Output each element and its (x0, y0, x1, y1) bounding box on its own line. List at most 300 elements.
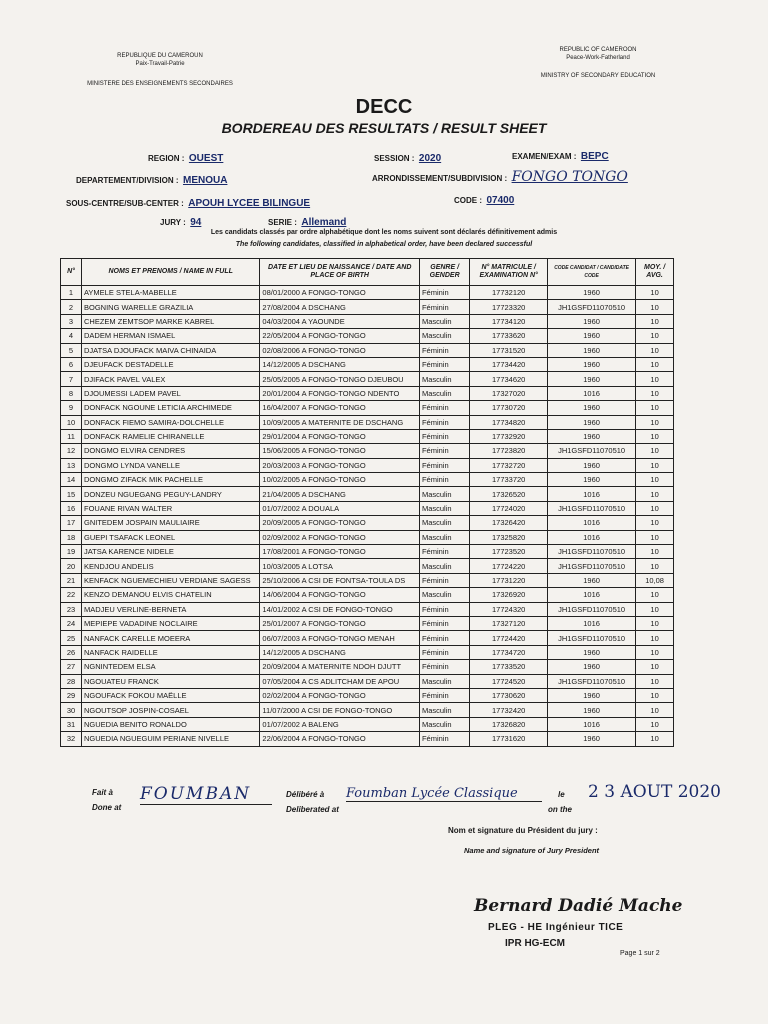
arr-value: FONGO TONGO (511, 169, 628, 185)
row-matricule: 17731620 (470, 732, 548, 746)
session-value: 2020 (418, 153, 442, 164)
jury-row (160, 212, 201, 230)
table-row (61, 645, 674, 659)
row-average: 10 (636, 372, 674, 386)
table-row (61, 286, 674, 300)
row-name: DADEM HERMAN ISMAEL (81, 329, 259, 343)
row-gender: Masculin (419, 372, 469, 386)
serie-row (268, 212, 346, 230)
center-row (66, 193, 310, 211)
row-name: DONGMO LYNDA VANELLE (81, 458, 259, 472)
row-name: NANFACK CARELLE MOEERA (81, 631, 259, 645)
row-gender: Masculin (419, 717, 469, 731)
row-matricule: 17734420 (470, 357, 548, 371)
row-birth: 14/12/2005 A DSCHANG (260, 357, 420, 371)
row-average: 10 (636, 588, 674, 602)
row-matricule: 17732420 (470, 703, 548, 717)
row-number: 8 (61, 386, 82, 400)
row-matricule: 17724320 (470, 602, 548, 616)
row-name: DJEUFACK DESTADELLE (81, 357, 259, 371)
row-number: 31 (61, 717, 82, 731)
row-matricule: 17724220 (470, 559, 548, 573)
row-number: 9 (61, 401, 82, 415)
table-row (61, 703, 674, 717)
row-birth: 25/10/2006 A CSI DE FONTSA-TOULA DS (260, 573, 420, 587)
row-matricule: 17734620 (470, 372, 548, 386)
row-candidate-code: JH1GSFD11070510 (548, 300, 636, 314)
row-matricule: 17724520 (470, 674, 548, 688)
row-gender: Féminin (419, 545, 469, 559)
row-candidate-code: 1016 (548, 588, 636, 602)
row-birth: 15/06/2005 A FONGO-TONGO (260, 444, 420, 458)
row-name: DONGMO ZIFACK MIK PACHELLE (81, 473, 259, 487)
fait-label-fr: Fait à (92, 788, 113, 797)
row-candidate-code: JH1GSFD11070510 (548, 674, 636, 688)
row-birth: 20/09/2005 A FONGO-TONGO (260, 516, 420, 530)
table-row (61, 415, 674, 429)
row-gender: Masculin (419, 501, 469, 515)
row-birth: 20/09/2004 A MATERNITE NDOH DJUTT (260, 660, 420, 674)
row-birth: 06/07/2003 A FONGO-TONGO MENAH (260, 631, 420, 645)
table-row (61, 717, 674, 731)
row-gender: Féminin (419, 660, 469, 674)
row-average: 10 (636, 300, 674, 314)
row-name: DONFACK NGOUNE LETICIA ARCHIMEDE (81, 401, 259, 415)
center-label: SOUS-CENTRE/SUB-CENTER : (66, 199, 184, 208)
row-name: DJATSA DJOUFACK MAIVA CHINAIDA (81, 343, 259, 357)
doc-subtitle: BORDEREAU DES RESULTATS / RESULT SHEET (221, 120, 547, 136)
row-name: DONZEU NGUEGANG PEGUY-LANDRY (81, 487, 259, 501)
row-matricule: 17723520 (470, 545, 548, 559)
row-average: 10 (636, 717, 674, 731)
row-birth: 02/08/2006 A FONGO-TONGO (260, 343, 420, 357)
row-gender: Féminin (419, 429, 469, 443)
row-matricule: 17733720 (470, 473, 548, 487)
row-number: 3 (61, 314, 82, 328)
table-row (61, 631, 674, 645)
row-matricule: 17734820 (470, 415, 548, 429)
row-average: 10 (636, 329, 674, 343)
row-number: 12 (61, 444, 82, 458)
row-gender: Féminin (419, 573, 469, 587)
row-average: 10 (636, 444, 674, 458)
date-label-en: on the (548, 805, 572, 814)
table-row (61, 372, 674, 386)
row-birth: 14/01/2002 A CSI DE FONGO-TONGO (260, 602, 420, 616)
table-row (61, 473, 674, 487)
row-candidate-code: 1960 (548, 372, 636, 386)
row-birth: 01/07/2002 A BALENG (260, 717, 420, 731)
row-matricule: 17733520 (470, 660, 548, 674)
president-signature: Bernard Dadié Mache (474, 896, 683, 916)
row-name: KENZO DEMANOU ELVIS CHATELIN (81, 588, 259, 602)
row-name: KENFACK NGUEMECHIEU VERDIANE SAGESS (81, 573, 259, 587)
table-body (61, 286, 674, 747)
row-gender: Féminin (419, 458, 469, 472)
row-number: 1 (61, 286, 82, 300)
row-birth: 22/05/2004 A FONGO-TONGO (260, 329, 420, 343)
table-row (61, 501, 674, 515)
doc-title: DECC (355, 96, 413, 118)
table-row (61, 573, 674, 587)
row-number: 11 (61, 429, 82, 443)
fait-value: FOUMBAN (140, 784, 272, 805)
table-row (61, 357, 674, 371)
fait-label-en: Done at (92, 803, 122, 812)
date-label (548, 790, 572, 814)
row-name: NGUEDIA BENITO RONALDO (81, 717, 259, 731)
row-gender: Féminin (419, 444, 469, 458)
table-row (61, 429, 674, 443)
row-number: 20 (61, 559, 82, 573)
row-name: GUEPI TSAFACK LEONEL (81, 530, 259, 544)
exam-value: BEPC (580, 151, 609, 162)
row-gender: Masculin (419, 329, 469, 343)
row-name: NGNINTEDEM ELSA (81, 660, 259, 674)
delib-label-fr: Délibéré à (286, 790, 325, 799)
table-row (61, 588, 674, 602)
row-name: GNITEDEM JOSPAIN MAULIAIRE (81, 516, 259, 530)
row-gender: Féminin (419, 343, 469, 357)
row-candidate-code: 1960 (548, 703, 636, 717)
table-row (61, 732, 674, 746)
row-candidate-code: 1016 (548, 616, 636, 630)
row-matricule: 17326520 (470, 487, 548, 501)
row-number: 23 (61, 602, 82, 616)
row-gender: Masculin (419, 530, 469, 544)
code-value: 07400 (486, 195, 515, 206)
row-matricule: 17730620 (470, 688, 548, 702)
jury-value: 94 (190, 217, 202, 228)
row-birth: 02/02/2004 A FONGO-TONGO (260, 688, 420, 702)
row-name: DJIFACK PAVEL VALEX (81, 372, 259, 386)
row-gender: Féminin (419, 645, 469, 659)
date-label-fr: le (558, 790, 565, 799)
row-number: 7 (61, 372, 82, 386)
row-name: DJOUMESSI LADEM PAVEL (81, 386, 259, 400)
row-average: 10 (636, 501, 674, 515)
row-birth: 11/07/2000 A CSI DE FONGO-TONGO (260, 703, 420, 717)
row-number: 21 (61, 573, 82, 587)
table-row (61, 602, 674, 616)
row-gender: Féminin (419, 300, 469, 314)
note-en: The following candidates, classified in alphabetical order, have been declared successful (235, 241, 533, 248)
row-candidate-code: JH1GSFD11070510 (548, 602, 636, 616)
row-birth: 29/01/2004 A FONGO-TONGO (260, 429, 420, 443)
row-name: DONFACK RAMELIE CHIRANELLE (81, 429, 259, 443)
row-name: NGOUATEU FRANCK (81, 674, 259, 688)
row-candidate-code: 1960 (548, 573, 636, 587)
row-gender: Masculin (419, 674, 469, 688)
page-number: Page 1 sur 2 (620, 950, 660, 957)
signature-line-1: PLEG - HE Ingénieur TICE (488, 922, 624, 933)
fait-label (92, 788, 121, 812)
row-average: 10 (636, 645, 674, 659)
jury-label: JURY : (160, 218, 186, 227)
row-candidate-code: 1016 (548, 717, 636, 731)
row-candidate-code: 1960 (548, 357, 636, 371)
row-birth: 04/03/2004 A YAOUNDE (260, 314, 420, 328)
row-matricule: 17326920 (470, 588, 548, 602)
row-candidate-code: JH1GSFD11070510 (548, 559, 636, 573)
row-number: 6 (61, 357, 82, 371)
row-birth: 20/03/2003 A FONGO-TONGO (260, 458, 420, 472)
row-gender: Masculin (419, 314, 469, 328)
exam-row (512, 146, 609, 164)
row-birth: 27/08/2004 A DSCHANG (260, 300, 420, 314)
row-name: CHEZEM ZEMTSOP MARKE KABREL (81, 314, 259, 328)
row-matricule: 17733620 (470, 329, 548, 343)
row-average: 10 (636, 602, 674, 616)
row-number: 25 (61, 631, 82, 645)
row-matricule: 17732120 (470, 286, 548, 300)
row-average: 10 (636, 530, 674, 544)
row-average: 10 (636, 314, 674, 328)
region-label: REGION : (148, 154, 185, 163)
row-candidate-code: 1016 (548, 530, 636, 544)
row-gender: Féminin (419, 473, 469, 487)
row-candidate-code: 1016 (548, 386, 636, 400)
dept-value: MENOUA (182, 175, 228, 186)
row-number: 15 (61, 487, 82, 501)
row-candidate-code: 1960 (548, 688, 636, 702)
row-birth: 21/04/2005 A DSCHANG (260, 487, 420, 501)
row-number: 13 (61, 458, 82, 472)
row-average: 10 (636, 688, 674, 702)
code-row (454, 190, 514, 208)
president-label-en: Name and signature of Jury President (464, 846, 600, 855)
row-candidate-code: 1960 (548, 401, 636, 415)
table-row (61, 458, 674, 472)
col-header-gender: GENRE / GENDER (419, 259, 469, 286)
table-row (61, 329, 674, 343)
col-header-num: N° (61, 259, 82, 286)
row-average: 10 (636, 415, 674, 429)
row-number: 10 (61, 415, 82, 429)
row-name: NGUEDIA NGUEGUIM PERIANE NIVELLE (81, 732, 259, 746)
table-row (61, 386, 674, 400)
serie-value: Allemand (301, 217, 347, 228)
center-value: APOUH LYCEE BILINGUE (188, 198, 311, 209)
dept-label: DEPARTEMENT/DIVISION : (76, 176, 179, 185)
delib-value: Foumban Lycée Classique (346, 786, 542, 802)
row-birth: 01/07/2002 A DOUALA (260, 501, 420, 515)
row-number: 28 (61, 674, 82, 688)
row-candidate-code: 1960 (548, 660, 636, 674)
col-header-name: NOMS ET PRENOMS / NAME IN FULL (81, 259, 259, 286)
row-number: 16 (61, 501, 82, 515)
row-gender: Masculin (419, 487, 469, 501)
row-gender: Féminin (419, 286, 469, 300)
row-gender: Féminin (419, 357, 469, 371)
signature-line-2: IPR HG-ECM (505, 938, 565, 949)
row-birth: 08/01/2000 A FONGO-TONGO (260, 286, 420, 300)
table-row (61, 616, 674, 630)
row-average: 10 (636, 660, 674, 674)
row-matricule: 17734120 (470, 314, 548, 328)
header-left (80, 52, 240, 88)
session-row (374, 148, 441, 166)
row-number: 4 (61, 329, 82, 343)
session-label: SESSION : (374, 154, 415, 163)
row-number: 26 (61, 645, 82, 659)
results-table (60, 258, 674, 747)
code-label: CODE : (454, 196, 482, 205)
table-row (61, 530, 674, 544)
row-matricule: 17732920 (470, 429, 548, 443)
row-number: 24 (61, 616, 82, 630)
table-row (61, 516, 674, 530)
arr-label: ARRONDISSEMENT/SUBDIVISION : (372, 174, 508, 183)
row-number: 30 (61, 703, 82, 717)
row-birth: 14/12/2005 A DSCHANG (260, 645, 420, 659)
row-matricule: 17327120 (470, 616, 548, 630)
date-value: 2 3 AOUT 2020 (588, 782, 721, 802)
header-ministry-fr: MINISTERE DES ENSEIGNEMENTS SECONDAIRES (87, 81, 233, 87)
row-birth: 10/09/2005 A MATERNITE DE DSCHANG (260, 415, 420, 429)
table-row (61, 314, 674, 328)
row-birth: 02/09/2002 A FONGO-TONGO (260, 530, 420, 544)
row-name: DONGMO ELVIRA CENDRES (81, 444, 259, 458)
row-gender: Féminin (419, 732, 469, 746)
row-average: 10 (636, 473, 674, 487)
row-birth: 22/06/2004 A FONGO-TONGO (260, 732, 420, 746)
row-birth: 14/06/2004 A FONGO-TONGO (260, 588, 420, 602)
row-average: 10 (636, 616, 674, 630)
delib-label (286, 790, 339, 814)
row-gender: Masculin (419, 386, 469, 400)
row-average: 10 (636, 286, 674, 300)
row-gender: Féminin (419, 401, 469, 415)
row-birth: 17/08/2001 A FONGO-TONGO (260, 545, 420, 559)
row-average: 10 (636, 703, 674, 717)
row-birth: 25/01/2007 A FONGO-TONGO (260, 616, 420, 630)
row-matricule: 17325820 (470, 530, 548, 544)
row-average: 10 (636, 401, 674, 415)
row-number: 22 (61, 588, 82, 602)
region-value: OUEST (188, 153, 224, 164)
row-name: JATSA KARENCE NIDELE (81, 545, 259, 559)
row-number: 2 (61, 300, 82, 314)
table-header-row (61, 259, 674, 286)
row-matricule: 17723820 (470, 444, 548, 458)
row-average: 10 (636, 674, 674, 688)
row-number: 27 (61, 660, 82, 674)
row-matricule: 17730720 (470, 401, 548, 415)
header-country-en: REPUBLIC OF CAMEROON (559, 47, 637, 53)
table-row (61, 401, 674, 415)
row-gender: Féminin (419, 688, 469, 702)
row-gender: Masculin (419, 703, 469, 717)
row-birth: 10/03/2005 A LOTSA (260, 559, 420, 573)
row-candidate-code: 1960 (548, 314, 636, 328)
row-name: FOUANE RIVAN WALTER (81, 501, 259, 515)
row-average: 10 (636, 386, 674, 400)
row-candidate-code: 1960 (548, 286, 636, 300)
row-matricule: 17734720 (470, 645, 548, 659)
row-number: 29 (61, 688, 82, 702)
row-birth: 07/05/2004 A CS ADLITCHAM DE APOU (260, 674, 420, 688)
arr-row (372, 168, 628, 186)
dept-row (76, 170, 227, 188)
col-header-code: CODE CANDIDAT / CANDIDATE CODE (548, 259, 636, 286)
row-number: 19 (61, 545, 82, 559)
table-row (61, 674, 674, 688)
row-name: DONFACK FIEMO SAMIRA-DOLCHELLE (81, 415, 259, 429)
header-country-fr: REPUBLIQUE DU CAMEROUN (117, 53, 203, 59)
exam-label: EXAMEN/EXAM : (512, 152, 577, 161)
table-row (61, 487, 674, 501)
row-average: 10 (636, 487, 674, 501)
table-row (61, 545, 674, 559)
row-name: MADJEU VERLINE-BERNETA (81, 602, 259, 616)
row-birth: 20/01/2004 A FONGO-TONGO NDENTO (260, 386, 420, 400)
row-average: 10 (636, 516, 674, 530)
table-row (61, 300, 674, 314)
row-average: 10 (636, 732, 674, 746)
row-matricule: 17723320 (470, 300, 548, 314)
header-right (518, 46, 678, 80)
row-gender: Féminin (419, 602, 469, 616)
row-gender: Féminin (419, 415, 469, 429)
row-gender: Féminin (419, 631, 469, 645)
row-birth: 10/02/2005 A FONGO-TONGO (260, 473, 420, 487)
row-candidate-code: 1960 (548, 473, 636, 487)
row-candidate-code: 1960 (548, 343, 636, 357)
row-candidate-code: JH1GSFD11070510 (548, 545, 636, 559)
row-candidate-code: 1960 (548, 415, 636, 429)
row-number: 14 (61, 473, 82, 487)
row-average: 10 (636, 559, 674, 573)
row-matricule: 17724020 (470, 501, 548, 515)
row-candidate-code: JH1GSFD11070510 (548, 444, 636, 458)
row-name: BOGNING WARELLE GRAZILIA (81, 300, 259, 314)
row-gender: Masculin (419, 516, 469, 530)
row-candidate-code: 1960 (548, 458, 636, 472)
row-matricule: 17731220 (470, 573, 548, 587)
row-average: 10 (636, 545, 674, 559)
row-name: AYMELE STELA-MABELLE (81, 286, 259, 300)
col-header-matricule: N° MATRICULE / EXAMINATION N° (470, 259, 548, 286)
row-name: KENDJOU ANDELIS (81, 559, 259, 573)
row-gender: Masculin (419, 588, 469, 602)
row-number: 18 (61, 530, 82, 544)
row-candidate-code: 1960 (548, 645, 636, 659)
row-matricule: 17732720 (470, 458, 548, 472)
row-average: 10 (636, 631, 674, 645)
row-name: MEPIEPE VADADINE NOCLAIRE (81, 616, 259, 630)
region-row (148, 148, 223, 166)
note-fr: Les candidats classés par ordre alphabétique dont les noms suivent sont déclarés définitivement admis (210, 229, 558, 236)
row-matricule: 17326420 (470, 516, 548, 530)
table-row (61, 444, 674, 458)
row-average: 10 (636, 343, 674, 357)
row-average: 10 (636, 458, 674, 472)
row-number: 17 (61, 516, 82, 530)
col-header-birth: DATE ET LIEU DE NAISSANCE / DATE AND PLACE OF BIRTH (260, 259, 420, 286)
row-candidate-code: 1960 (548, 732, 636, 746)
table-row (61, 343, 674, 357)
row-name: NGOUFACK FOKOU MAËLLE (81, 688, 259, 702)
row-candidate-code: JH1GSFD11070510 (548, 501, 636, 515)
row-candidate-code: JH1GSFD11070510 (548, 631, 636, 645)
president-label-fr: Nom et signature du Président du jury : (448, 826, 598, 835)
row-matricule: 17731520 (470, 343, 548, 357)
row-birth: 16/04/2007 A FONGO-TONGO (260, 401, 420, 415)
row-gender: Féminin (419, 616, 469, 630)
row-name: NANFACK RAIDELLE (81, 645, 259, 659)
row-number: 5 (61, 343, 82, 357)
